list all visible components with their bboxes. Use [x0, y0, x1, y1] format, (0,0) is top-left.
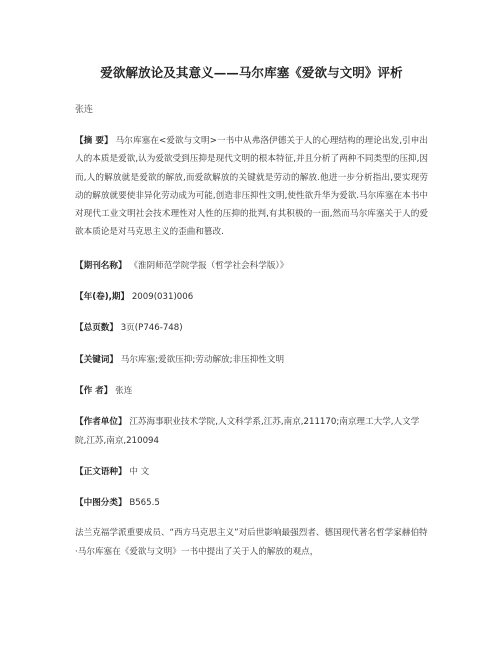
meta-value: 3页(P746-748)	[120, 323, 183, 334]
meta-value: 江苏海事职业技术学院,人文科学系,江苏,南京,211170;南京理工大学,人文学院,江苏,南京,210094	[75, 417, 420, 446]
article-author: 张连	[75, 105, 94, 115]
abstract-label: 【摘 要】	[75, 136, 113, 146]
abstract-section	[75, 132, 428, 242]
meta-value: 《淮阴师范学院学报（哲学社会科学版）》	[129, 260, 289, 271]
meta-author	[75, 382, 428, 400]
body-paragraph: 法兰克福学派重要成员、“西方马克思主义”对后世影响最强烈者、德国现代著名哲学家赫伯特·马尔库塞在《爱欲与文明》一书中提出了关于人的解放的观点，	[75, 528, 428, 557]
meta-value: 中 文	[129, 466, 150, 477]
meta-label: 【作者单位】	[75, 417, 127, 428]
meta-label: 【正文语种】	[75, 466, 127, 477]
meta-journal-name	[75, 257, 428, 275]
abstract-text: 马尔库塞在<爱欲与文明>一书中从弗洛伊德关于人的心理结构的理论出发,引申出人的本质是爱欲,认为爱欲受到压抑是现代文明的根本特征,并且分析了两种不同类型的压抑,因而,人的解放就是爱欲的解放,而爱欲解放的关键就是劳动的解放.他进一步分析指出,要实现劳动的解放就要使非异化劳动成为可能,创造非压抑性文明,使性欲升华为爱欲.马尔库塞在本书中对现代工业文明社会技术理性对人性的压抑的批判,有其积极的一面,然而马尔库塞关于人的爱欲本质论是对马克思主义的歪曲和篡改.	[75, 136, 429, 238]
metadata-list	[75, 257, 428, 513]
meta-value: B565.5	[129, 498, 160, 509]
meta-label: 【总页数】	[75, 323, 118, 334]
meta-value: 张连	[115, 385, 133, 396]
article-title: 爱欲解放论及其意义——马尔库塞《爱欲与文明》评析	[100, 65, 403, 80]
meta-year-volume-issue	[75, 288, 428, 306]
meta-classification	[75, 494, 428, 512]
meta-label: 【关键词】	[75, 354, 118, 365]
meta-value: 马尔库塞;爱欲压抑;劳动解放;非压抑性文明	[120, 354, 285, 365]
meta-label: 【中图分类】	[75, 498, 127, 509]
meta-text-language	[75, 463, 428, 481]
meta-label: 【作 者】	[75, 385, 113, 396]
meta-author-affiliation	[75, 413, 428, 450]
meta-label: 【年(卷),期】	[75, 292, 130, 303]
meta-keywords	[75, 351, 428, 369]
meta-label: 【期刊名称】	[75, 260, 127, 271]
meta-total-pages	[75, 319, 428, 337]
meta-value: 2009(031)006	[131, 292, 194, 303]
